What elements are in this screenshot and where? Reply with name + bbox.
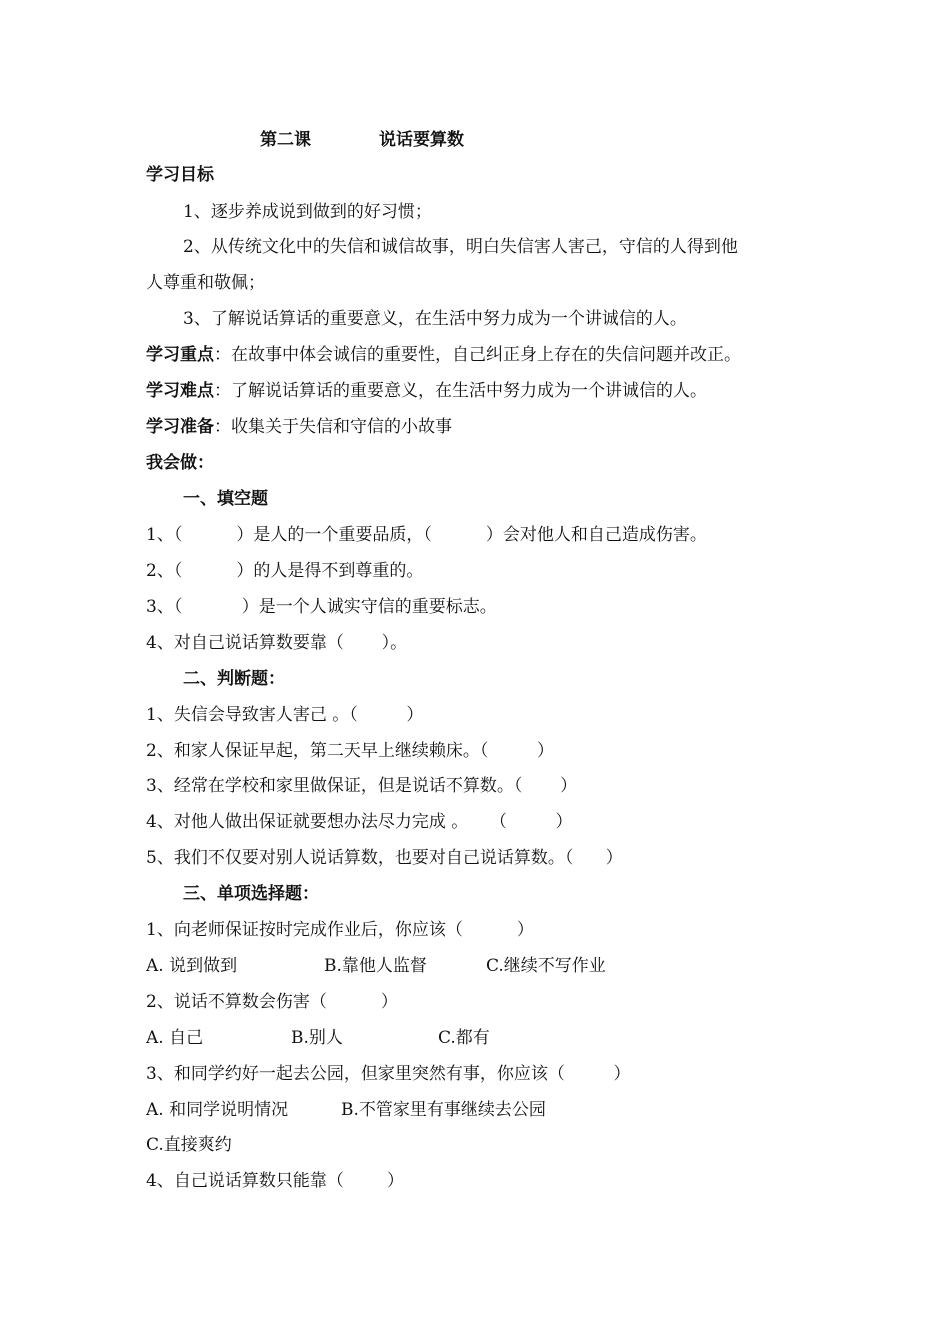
fill-blank-item: 4、对自己说话算数要靠（ ）。 (146, 633, 408, 653)
choice-option: A. 和同学说明情况 (146, 1100, 289, 1120)
choice-option: B.别人 (291, 1028, 343, 1048)
judgment-item: 5、我们不仅要对别人说话算数，也要对自己说话算数。（ ） (146, 848, 623, 868)
choice-option: A. 说到做到 (146, 956, 238, 976)
choice-option: B.靠他人监督 (324, 956, 427, 976)
fill-blank-item: 3、（ ）是一个人诚实守信的重要标志。 (146, 597, 497, 617)
fill-blank-heading: 一、填空题 (183, 489, 268, 509)
judgment-item: 4、对他人做出保证就要想办法尽力完成 。 （ ） (146, 812, 573, 832)
choice-options (146, 1026, 490, 1050)
difficulty-text: ：了解说话算话的重要意义，在生活中努力成为一个讲诚信的人。 (214, 381, 707, 401)
objective-item: 2、从传统文化中的失信和诚信故事，明白失信害人害己，守信的人得到他 (183, 237, 738, 257)
choice-question: 2、说话不算数会伤害（ ） (146, 992, 398, 1012)
judgment-heading: 二、判断题： (183, 669, 285, 689)
preparation-label: 学习准备 (146, 417, 214, 437)
difficulty-label: 学习难点 (146, 381, 214, 401)
choice-question: 3、和同学约好一起去公园，但家里突然有事，你应该（ ） (146, 1064, 631, 1084)
lesson-number: 第二课 (260, 130, 311, 150)
lesson-name: 说话要算数 (379, 130, 464, 150)
choice-option: C.都有 (438, 1028, 490, 1048)
preparation-text: ：收集关于失信和守信的小故事 (214, 417, 452, 437)
difficulty (146, 379, 707, 403)
key-point-label: 学习重点 (146, 345, 214, 365)
judgment-item: 1、失信会导致害人害己 。（ ） (146, 705, 424, 725)
judgment-item: 3、经常在学校和家里做保证，但是说话不算数。（ ） (146, 776, 578, 796)
choice-heading: 三、单项选择题： (183, 884, 319, 904)
objectives-heading: 学习目标 (146, 165, 214, 185)
judgment-item: 2、和家人保证早起，第二天早上继续赖床。（ ） (146, 741, 554, 761)
objective-item: 1、逐步养成说到做到的好习惯； (183, 202, 432, 222)
choice-question: 4、自己说话算数只能靠（ ） (146, 1171, 405, 1191)
choice-option: C.直接爽约 (146, 1135, 232, 1155)
choice-options (146, 1098, 546, 1122)
choice-option: A. 自己 (146, 1028, 204, 1048)
fill-blank-item: 2、（ ）的人是得不到尊重的。 (146, 561, 424, 581)
objective-item: 人尊重和敬佩； (146, 273, 265, 293)
fill-blank-item: 1、（ ）是人的一个重要品质，（ ）会对他人和自己造成伤害。 (146, 525, 707, 545)
i-can-heading: 我会做： (146, 453, 214, 473)
objective-item: 3、了解说话算话的重要意义，在生活中努力成为一个讲诚信的人。 (183, 309, 687, 329)
choice-option: C.继续不写作业 (486, 956, 606, 976)
preparation (146, 415, 452, 439)
key-point (146, 343, 741, 367)
page-title (260, 128, 464, 152)
choice-question: 1、向老师保证按时完成作业后，你应该（ ） (146, 920, 534, 940)
choice-options (146, 954, 606, 978)
key-point-text: ：在故事中体会诚信的重要性，自己纠正身上存在的失信问题并改正。 (214, 345, 741, 365)
choice-option: B.不管家里有事继续去公园 (341, 1100, 546, 1120)
